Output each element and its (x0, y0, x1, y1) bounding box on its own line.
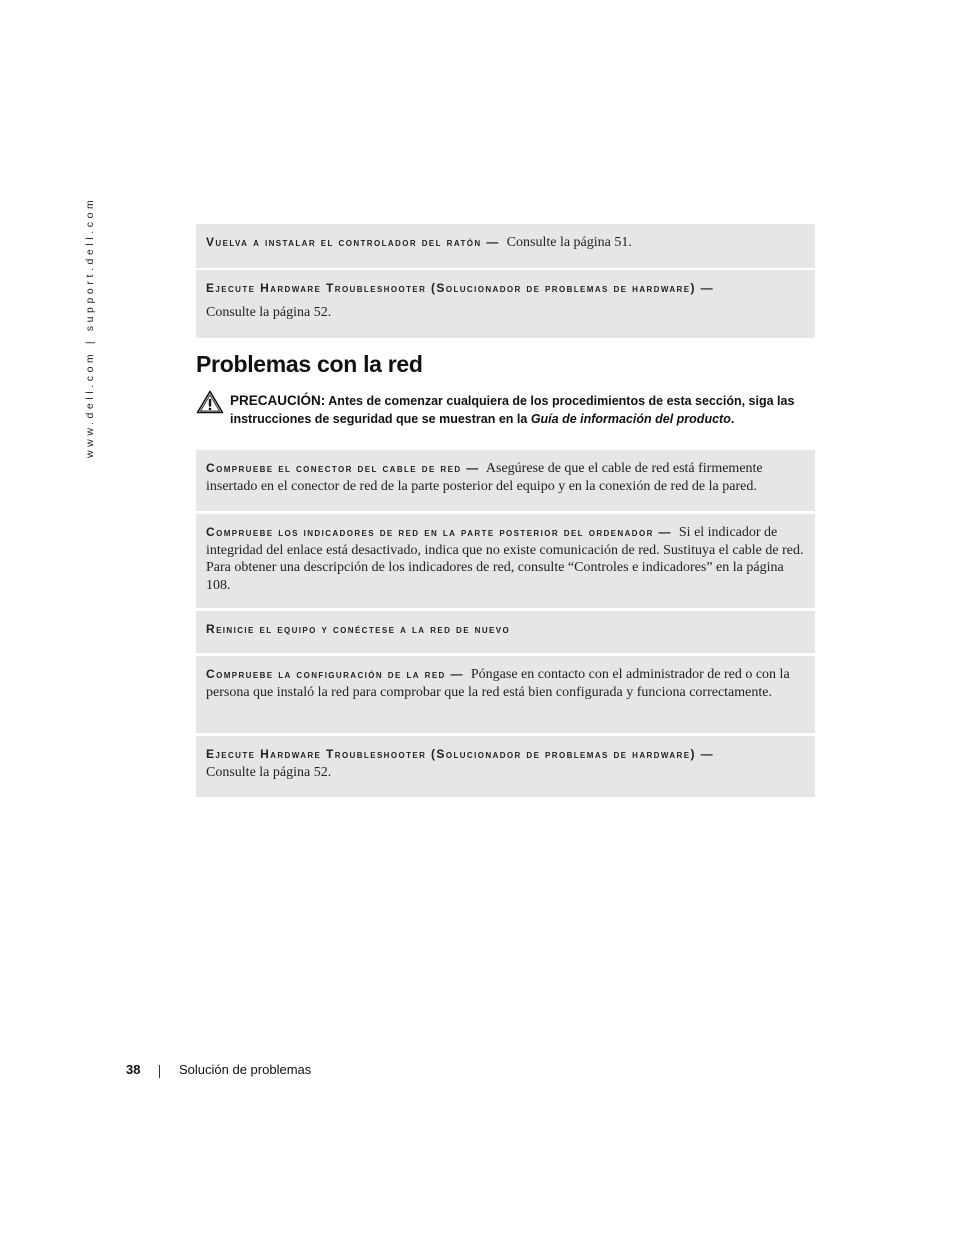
caution-guide-title: Guía de información del producto (530, 411, 731, 426)
troubleshoot-row (196, 656, 815, 733)
troubleshoot-row (196, 514, 815, 608)
row-heading: Reinicie el equipo y conéctese a la red de nuevo (206, 622, 511, 636)
row-heading: Compruebe el conector del cable de red — (206, 461, 480, 475)
row-text: Póngase en contacto con el administrador de red o con la persona que instaló la red para comprobar que la red está bien configurada y funciona correctamente. (206, 667, 790, 700)
row-text: Asegúrese de que el cable de red está firmemente insertado en el conector de red de la parte posterior del equipo y en la conexión de red de la pared. (206, 461, 763, 494)
footer-divider (159, 1065, 160, 1078)
page-number: 38 (126, 1062, 141, 1077)
row-heading: Ejecute Hardware Troubleshooter (Solucionador de problemas de hardware) — (206, 281, 714, 295)
row-text: Consulte la página 51. (506, 235, 632, 250)
row-heading: Ejecute Hardware Troubleshooter (Solucionador de problemas de hardware) — (206, 747, 714, 761)
troubleshoot-row (196, 450, 815, 511)
troubleshoot-row (196, 611, 815, 653)
side-url: www.dell.com | support.dell.com (84, 196, 96, 458)
row-heading: Compruebe la configuración de la red — (206, 667, 464, 681)
troubleshoot-row (196, 736, 815, 797)
caution-label: PRECAUCIÓN: (230, 393, 326, 408)
caution-notice (230, 392, 815, 428)
caution-end: . (730, 411, 735, 426)
troubleshoot-row (196, 270, 815, 338)
row-heading: Vuelva a instalar el controlador del ratón — (206, 235, 500, 249)
troubleshoot-row (196, 224, 815, 268)
row-text: Consulte la página 52. (206, 304, 332, 320)
section-title: Problemas con la red (196, 351, 423, 377)
caution-text: Antes de comenzar cualquiera de los procedimientos de esta sección, siga las instrucciones de seguridad que se muestran en la (230, 394, 795, 426)
chapter-title: Solución de problemas (179, 1062, 312, 1077)
row-heading: Compruebe los indicadores de red en la parte posterior del ordenador — (206, 525, 672, 539)
warning-triangle-icon (196, 390, 224, 414)
row-text: Consulte la página 52. (206, 764, 332, 780)
row-text: Si el indicador de integridad del enlace está desactivado, indica que no existe comunicación de red. Sustituya el cable de red. Para obtener una descripción de los indicadores de red, consulte “Controles e indicadores” en la página 108. (206, 525, 804, 593)
